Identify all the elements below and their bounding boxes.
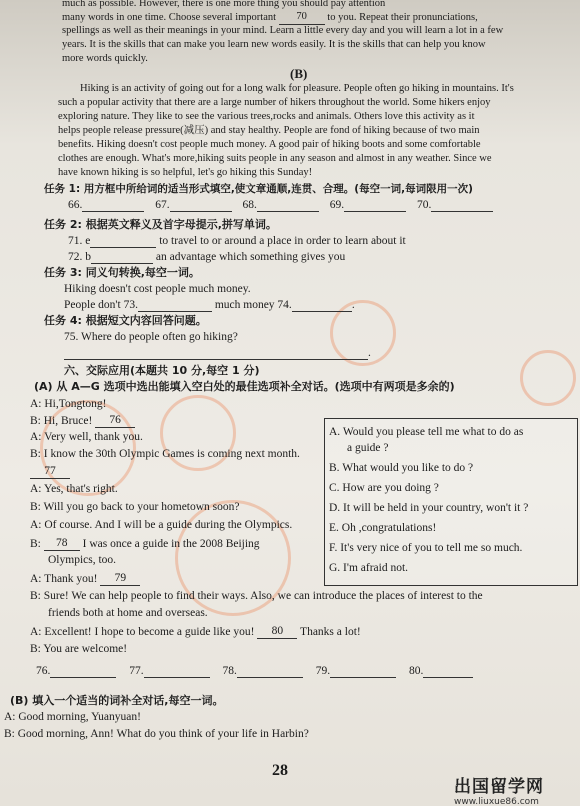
dialogue-blank-78[interactable]: 78: [44, 536, 80, 551]
dialogue-line: A: Hi,Tongtong!: [30, 398, 107, 410]
answer-blank-67[interactable]: [170, 211, 232, 212]
passage-b-line: benefits. Hiking doesn't cost people much money. A good pair of hiking boots and some comfortable: [58, 139, 481, 150]
answer-slot-76[interactable]: [50, 677, 116, 678]
passage-a-line: more words quickly.: [62, 53, 148, 64]
option-g: G. I'm afraid not.: [329, 562, 409, 574]
passage-b-line: have known hiking is so helpful, let's go hiking this Sunday!: [58, 167, 313, 178]
dialogue-line: B: You are welcome!: [30, 643, 128, 655]
option-d: D. It will be held in your country, won't it ?: [329, 502, 529, 514]
dialogue-line: B: Hi, Bruce! 76: [30, 413, 135, 428]
task1-title: 任务 1: 用方框中所给词的适当形式填空,使文章通顺,连贯、合理。(每空一词,每词限用一次): [44, 183, 473, 195]
site-watermark: [454, 772, 576, 806]
task2-title: 任务 2: 根据英文释义及首字母提示,拼写单词。: [44, 218, 277, 231]
task3-sentence: Hiking doesn't cost people much money.: [64, 283, 251, 295]
task3-title: 任务 3: 同义句转换,每空一词。: [44, 266, 200, 279]
answer-blank-68[interactable]: [257, 211, 319, 212]
answer-slot-78[interactable]: [237, 677, 303, 678]
answer-blank-73[interactable]: [138, 311, 212, 312]
task3-rewrite: People don't 73. much money 74. .: [64, 299, 355, 311]
option-b: B. What would you like to do ?: [329, 462, 474, 474]
passage-a-line: many words in one time. Choose several important 70 to you. Repeat their pronunciations,: [62, 11, 478, 23]
answer-blank-66[interactable]: [82, 211, 144, 212]
passage-a-line: much as possible. However, there is one more thing you should pay attention: [62, 0, 386, 9]
dialogue-line: A: Thank you! 79: [30, 571, 140, 586]
passage-b-line: clothes are enough. What's more,hiking suits people in any season and almost in any weather. Since we: [58, 153, 492, 164]
stamp-mark: [520, 350, 576, 406]
dialogue-blank-80[interactable]: 80: [257, 624, 297, 639]
answer-blank-74[interactable]: [292, 311, 352, 312]
task4-answer-line[interactable]: .: [64, 346, 371, 360]
option-c: C. How are you doing ?: [329, 482, 439, 494]
page-number: 28: [272, 762, 288, 779]
task1-answers: 66. 67. 68. 69. 70.: [68, 198, 493, 212]
answers-76-80: 76. 77. 78. 79. 80.: [36, 664, 473, 678]
dialogue-line: B: Sure! We can help people to find their ways. Also, we can introduce the places of interest to the: [30, 590, 483, 602]
watermark-url: www.liuxue86.com: [454, 797, 539, 806]
option-e: E. Oh ,congratulations!: [329, 522, 437, 534]
answer-slot-80[interactable]: [423, 677, 473, 678]
dialogue-blank-76[interactable]: 76: [95, 413, 135, 428]
option-a-cont: a guide ?: [347, 442, 389, 454]
option-f: F. It's very nice of you to tell me so much.: [329, 542, 523, 554]
dialogue-line: Olympics, too.: [48, 554, 117, 566]
task2-q72: 72. b an advantage which something gives you: [68, 251, 346, 263]
dialogue-line: A: Excellent! I hope to become a guide like you! 80 Thanks a lot!: [30, 625, 361, 638]
task2-q71: 71. e to travel to or around a place in order to learn about it: [68, 235, 406, 247]
passage-a-line: years. It is the skills that can make you learn new words easily. It is the skills that can help you know: [62, 39, 486, 50]
section6-title: 六、交际应用(本题共 10 分,每空 1 分): [64, 364, 260, 377]
answer-blank-72[interactable]: [91, 263, 153, 264]
dialogue-line: friends both at home and overseas.: [48, 607, 208, 619]
blank-70[interactable]: 70: [279, 10, 325, 25]
answer-blank-69[interactable]: [344, 211, 406, 212]
section6-part-a-title: (A) 从 A—G 选项中选出能填入空白处的最佳选项补全对话。(选项中有两项是多余的): [34, 380, 455, 393]
dialogue-line: B: Will you go back to your hometown soon?: [30, 501, 240, 513]
task4-q75: 75. Where do people often go hiking?: [64, 331, 238, 343]
passage-a-line: spellings as well as their meanings in your mind. Learn a little every day and you will learn a lot in a few: [62, 25, 504, 36]
answer-blank-70[interactable]: [431, 211, 493, 212]
passage-b-heading: (B): [290, 66, 308, 81]
answer-slot-79[interactable]: [330, 677, 396, 678]
task4-title: 任务 4: 根据短文内容回答问题。: [44, 314, 207, 327]
passage-b-line: helps people release pressure(减压) and stay healthy. People are fond of hiking because of two main: [58, 125, 480, 136]
passage-b-line: such a popular activity that there are a large number of hikers throughout the world. Some hikers enjoy: [58, 97, 491, 108]
passage-b-line: exploring nature. They like to see the various trees,rocks and animals. Others love this activity as it: [58, 111, 475, 122]
dialogue-b-line: A: Good morning, Yuanyuan!: [4, 711, 141, 723]
dialogue-blank-79[interactable]: 79: [100, 571, 140, 586]
dialogue-line: A: Very well, thank you.: [30, 431, 143, 443]
options-box: [324, 418, 578, 586]
answer-blank-75[interactable]: [64, 359, 368, 360]
section6-part-b-title: (B) 填入一个适当的词补全对话,每空一词。: [10, 694, 224, 707]
answer-blank-71[interactable]: [90, 247, 156, 248]
dialogue-b-line: B: Good morning, Ann! What do you think of your life in Harbin?: [4, 728, 309, 740]
watermark-title: 出国留学网: [454, 777, 544, 797]
passage-b-line: Hiking is an activity of going out for a long walk for pleasure. People often go hiking in mountains. It's: [80, 83, 514, 94]
dialogue-line: A: Of course. And I will be a guide during the Olympics.: [30, 519, 293, 531]
dialogue-line: A: Yes, that's right.: [30, 483, 118, 495]
dialogue-line: B: I know the 30th Olympic Games is coming next month.: [30, 448, 300, 460]
dialogue-line: B: 78 I was once a guide in the 2008 Beijing: [30, 537, 260, 550]
answer-slot-77[interactable]: [144, 677, 210, 678]
option-a: A. Would you please tell me what to do as: [329, 426, 524, 438]
dialogue-line: [30, 464, 70, 479]
dialogue-blank-77[interactable]: 77: [30, 464, 70, 479]
